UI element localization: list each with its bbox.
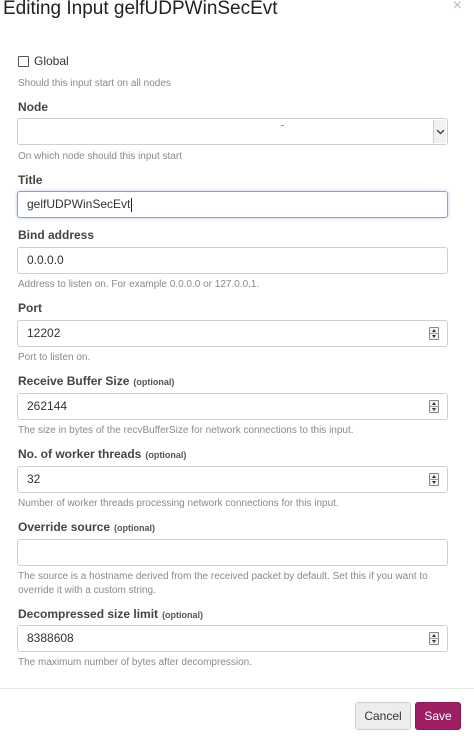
bind-address-help: Address to listen on. For example 0.0.0.0 or 127.0.0.1. [18,279,260,290]
node-label: Node [18,100,48,114]
recv-buffer-help: The size in bytes of the recvBufferSize for network connections to this input. [18,425,354,436]
port-stepper[interactable] [429,327,439,340]
worker-threads-label-text: No. of worker threads [18,447,142,461]
chevron-down-icon[interactable] [433,120,446,143]
override-source-help: The source is a hostname derived from the received packet by default. Set this if you want to override it with a custom string. [18,571,428,596]
override-source-label-text: Override source [18,520,111,534]
bind-address-value: 0.0.0.0 [27,253,64,267]
worker-threads-optional: (optional) [145,450,187,460]
override-source-label [18,520,155,534]
override-source-optional: (optional) [114,523,156,533]
bind-address-input[interactable] [17,247,448,274]
footer-divider [0,688,474,689]
decompressed-limit-input[interactable] [17,625,448,652]
decompressed-limit-label-text: Decompressed size limit [18,607,159,621]
bind-address-label: Bind address [18,228,95,242]
text-caret [131,198,132,212]
close-icon[interactable]: × [452,0,462,14]
worker-threads-value: 32 [27,472,41,486]
modal-header [0,0,474,30]
recv-buffer-input[interactable] [17,393,448,420]
recv-buffer-stepper[interactable] [429,400,439,413]
decompressed-limit-label [18,607,203,621]
node-select[interactable] [17,118,448,145]
cancel-button[interactable]: Cancel [355,702,411,730]
port-label: Port [18,301,42,315]
override-source-input[interactable] [17,539,448,566]
title-label: Title [18,173,43,187]
title-input-value: gelfUDPWinSecEvt [27,197,131,211]
recv-buffer-optional: (optional) [133,377,175,387]
port-input[interactable] [17,320,448,347]
port-value: 12202 [27,326,61,340]
worker-threads-stepper[interactable] [429,473,439,486]
decompressed-limit-optional: (optional) [162,610,204,620]
node-help: On which node should this input start [18,151,182,162]
decompressed-limit-help: The maximum number of bytes after decompression. [18,657,252,668]
recv-buffer-label-text: Receive Buffer Size [18,374,130,388]
global-label[interactable]: Global [34,54,69,68]
port-help: Port to listen on. [18,352,91,363]
decompressed-limit-stepper[interactable] [429,632,439,645]
recv-buffer-label [18,374,174,388]
worker-threads-input[interactable] [17,466,448,493]
recv-buffer-value: 262144 [27,399,68,413]
worker-threads-help: Number of worker threads processing network connections for this input. [18,498,339,509]
worker-threads-label [18,447,186,461]
global-checkbox[interactable] [18,56,29,67]
global-help: Should this input start on all nodes [18,78,171,89]
decompressed-limit-value: 8388608 [27,631,74,645]
node-placeholder-dash [281,125,284,126]
save-button[interactable]: Save [415,702,461,730]
dialog-title: Editing Input gelfUDPWinSecEvt [3,0,278,19]
title-input[interactable] [17,191,448,218]
